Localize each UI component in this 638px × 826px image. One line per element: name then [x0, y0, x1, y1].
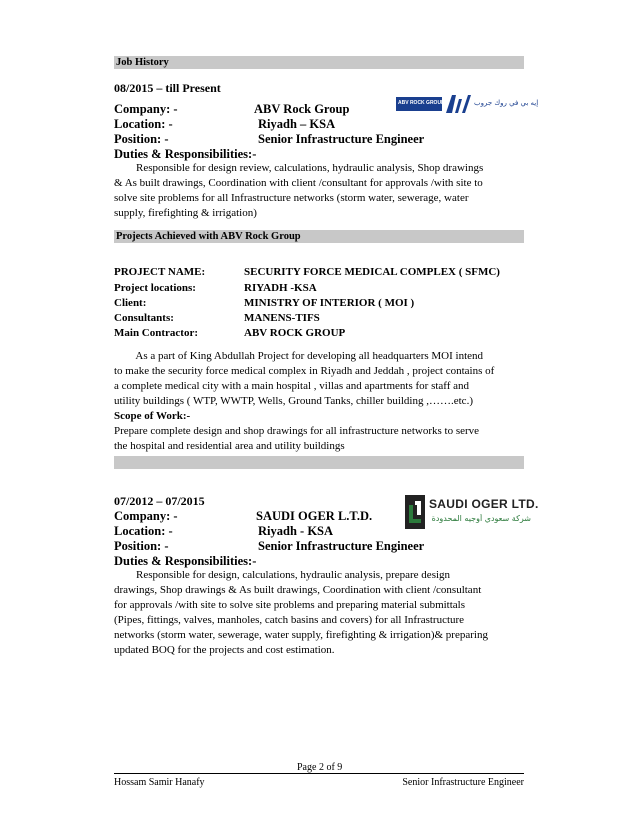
footer-author-title: Senior Infrastructure Engineer [402, 777, 524, 788]
job1-duty-line: & As built drawings, Coordination with client /consultant for approvals /with site to [114, 177, 483, 189]
footer-page-number: Page 2 of 9 [297, 762, 343, 773]
project-consultants-value: MANENS-TIFS [244, 312, 320, 324]
abv-logo-mark-icon [444, 95, 472, 115]
project-locations-value: RIYADH -KSA [244, 282, 317, 294]
project-desc-line: to make the security force medical complex in Riyadh and Jeddah , project contains of [114, 365, 495, 377]
projects-bar [114, 230, 524, 243]
project-consultants-label: Consultants: [114, 312, 174, 324]
abv-rock-group-logo [396, 95, 539, 115]
abv-logo-arabic: إيه بي في روك جروب [474, 99, 539, 107]
job2-company-label: Company: - [114, 509, 178, 523]
project-desc-line: utility buildings ( WTP, WWTP, Wells, Ground Tanks, chiller building ,…….etc.) [114, 395, 473, 407]
job2-duties-text [114, 568, 524, 658]
job1-duty-line: supply, firefighting & irrigation) [114, 207, 257, 219]
job-history-bar [114, 56, 524, 69]
job2-period: 07/2012 – 07/2015 [114, 494, 205, 508]
job1-duties-label: Duties & Responsibilities:- [114, 147, 257, 161]
project-locations-label: Project locations: [114, 282, 196, 294]
job2-duty-line: (Pipes, fittings, valves, manholes, catch basins and covers) for all Infrastructure [114, 614, 465, 626]
job1-position-label: Position: - [114, 132, 169, 146]
separator-bar [114, 456, 524, 469]
job2-position-label: Position: - [114, 539, 169, 553]
footer-author-name: Hossam Samir Hanafy [114, 777, 205, 788]
job1-company-label: Company: - [114, 102, 178, 116]
scope-line: the hospital and residential area and utility buildings [114, 440, 345, 452]
project-name-value: SECURITY FORCE MEDICAL COMPLEX ( SFMC) [244, 266, 500, 278]
abv-logo-text: ABV ROCK GROUP [398, 100, 445, 106]
job1-position-value: Senior Infrastructure Engineer [258, 132, 425, 146]
job2-duty-line: updated BOQ for the projects and cost estimation. [114, 644, 335, 656]
job1-duty-line: Responsible for design review, calculations, hydraulic analysis, Shop drawings [114, 162, 484, 174]
job2-location-label: Location: - [114, 524, 173, 538]
project-description [114, 349, 524, 454]
job-history-heading: Job History [116, 57, 169, 68]
project-client-label: Client: [114, 297, 147, 309]
job2-duty-line: drawings, Shop drawings & As built drawings, Coordination with client /consultant [114, 584, 482, 596]
project-client-value: MINISTRY OF INTERIOR ( MOI ) [244, 297, 415, 309]
job2-duty-line: Responsible for design, calculations, hydraulic analysis, prepare design [114, 569, 451, 581]
scope-label: Scope of Work:- [114, 410, 191, 422]
job1-company-value: ABV Rock Group [254, 102, 350, 116]
job1-period: 08/2015 – till Present [114, 81, 221, 95]
oger-logo-text: SAUDI OGER LTD. [429, 497, 539, 511]
footer-divider [114, 773, 524, 774]
job1-duties-text [114, 161, 524, 221]
project-name-label: PROJECT NAME: [114, 266, 206, 278]
job1-location-value: Riyadh – KSA [258, 117, 336, 131]
job2-position-value: Senior Infrastructure Engineer [258, 539, 425, 553]
oger-logo-arabic: شركة سعودي أوجيه المحدودة [431, 514, 531, 523]
project-contractor-label: Main Contractor: [114, 327, 199, 339]
projects-heading: Projects Achieved with ABV Rock Group [116, 231, 301, 242]
scope-line: Prepare complete design and shop drawings for all infrastructure networks to serve [114, 425, 480, 437]
oger-logo-mark-icon [405, 495, 425, 529]
job2-location-value: Riyadh - KSA [258, 524, 334, 538]
saudi-oger-logo [405, 495, 539, 531]
project-desc-line: a complete medical city with a main hospital , villas and apartments for staff and [114, 380, 470, 392]
job1-location-label: Location: - [114, 117, 173, 131]
job2-company-value: SAUDI OGER L.T.D. [256, 509, 373, 523]
job2-duty-line: networks (storm water, sewerage, water supply, firefighting & irrigation)& preparing [114, 629, 488, 641]
project-desc-line: As a part of King Abdullah Project for developing all headquarters MOI intend [114, 350, 484, 362]
job2-duty-line: for approvals /with site to solve site problems and preparing material submittals [114, 599, 466, 611]
job2-duties-label: Duties & Responsibilities:- [114, 554, 257, 568]
project-contractor-value: ABV ROCK GROUP [244, 327, 346, 339]
job1-duty-line: solve site problems for all Infrastructure networks (storm water, sewerage, water [114, 192, 469, 204]
